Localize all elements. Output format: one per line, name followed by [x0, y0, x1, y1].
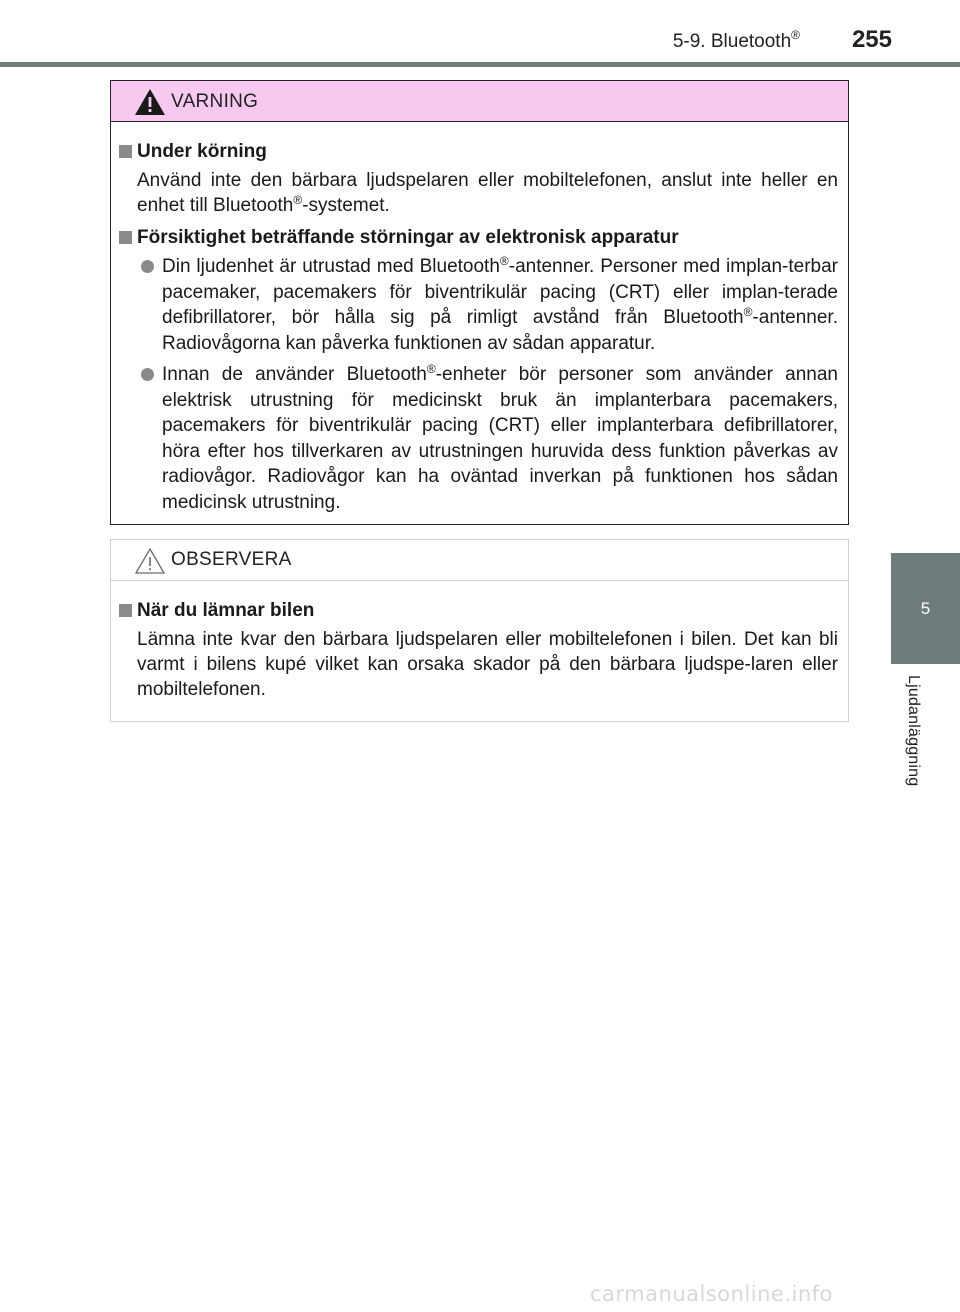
warning-header — [111, 81, 848, 122]
circle-bullet-icon — [141, 368, 154, 381]
bullet-text: Innan de använder Bluetooth®-enheter bör personer som använder annan elektrisk utrustning för medicinskt bruk än implanterbara pacemakers, pacemakers för biventrikulär pacing (CRT) eller implanterbara defibrillatorer, höra efter hos tillverkaren av utrustningen huruvida dess funktion påverkas av radiovågor. Radiovågor kan ha oväntad inverkan på funktionen hos sådan medicinsk utrustning. — [162, 362, 839, 513]
caution-triangle-icon — [133, 546, 167, 576]
warning-label: VARNING — [171, 91, 259, 112]
warning-triangle-icon — [133, 87, 167, 117]
square-bullet-icon — [119, 145, 132, 158]
list-item — [117, 254, 838, 356]
warning-section-title: Under körning — [117, 140, 838, 164]
notice-section-title: När du lämnar bilen — [117, 599, 838, 623]
square-bullet-icon — [119, 231, 132, 244]
notice-label: OBSERVERA — [171, 549, 292, 570]
chapter-label: Ljudanläggning — [905, 675, 922, 787]
square-bullet-icon — [119, 604, 132, 617]
notice-body — [111, 581, 848, 702]
list-item — [117, 362, 838, 515]
header-rule — [0, 62, 960, 67]
circle-bullet-icon — [141, 260, 154, 273]
warning-box — [110, 80, 849, 525]
chapter-tab: 5 — [891, 553, 960, 664]
page-number: 255 — [851, 26, 892, 53]
warning-section-text: Använd inte den bärbara ljudspelaren eller mobiltelefonen, anslut inte heller en enhet till Bluetooth®-systemet. — [137, 170, 838, 216]
warning-body — [111, 122, 848, 515]
notice-header — [111, 540, 848, 581]
warning-section-title: Försiktighet beträffande störningar av elektronisk apparatur — [117, 226, 838, 250]
bullet-text: Din ljudenhet är utrustad med Bluetooth®-antenner. Personer med implan-terbar pacemaker, pacemakers för biventrikulär pacing (CRT) eller implan-terade defibrillatorer, bör hålla sig på rimligt avstånd från Bluetooth®-antenner. Radiovågorna kan påverka funktionen av sådan apparatur. — [162, 254, 838, 354]
notice-box — [110, 539, 849, 722]
section-title-header: 5-9. Bluetooth® — [672, 28, 800, 52]
watermark: carmanualsonline.info — [590, 1282, 833, 1306]
notice-section-text: Lämna inte kvar den bärbara ljudspelaren eller mobiltelefonen i bilen. Det kan bli varmt i bilens kupé vilket kan orsaka skador på den bärbara ljudspe-laren eller mobiltelefonen. — [137, 629, 838, 700]
